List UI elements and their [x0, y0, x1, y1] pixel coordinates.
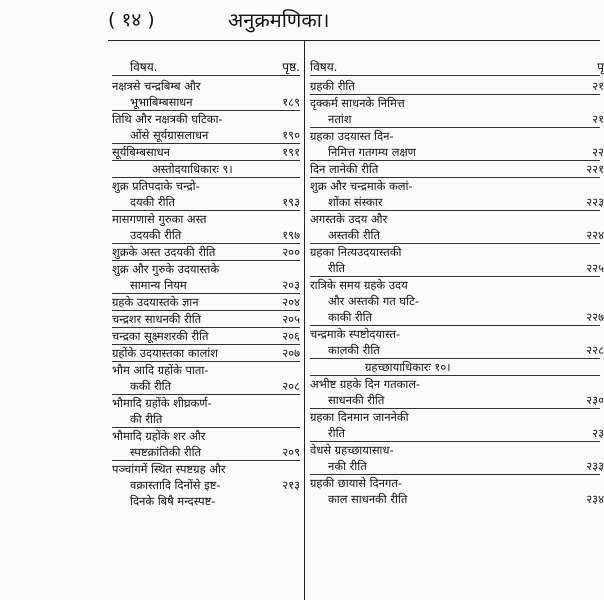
entry-page-number: १९३	[282, 195, 300, 209]
entry-page-number: १९०	[282, 128, 300, 142]
entry-text: ग्रहका नित्यउदयास्तकी	[310, 245, 402, 259]
index-entry	[310, 277, 604, 325]
entry-page-number: २१	[592, 112, 604, 126]
entry-text: ग्रहोंके उदयास्तका कालांश	[112, 346, 218, 360]
index-entry	[112, 111, 300, 143]
entry-text: शुक्र और चन्द्रमाके कलां-	[310, 179, 413, 193]
index-entry	[112, 395, 300, 427]
entry-text: काल साधनकी रीति	[328, 492, 408, 506]
entry-page-number: २०५	[282, 312, 300, 326]
entry-page-number: २१३	[282, 478, 300, 492]
entry-text: ग्रहका उदयास्त दिन-	[310, 129, 394, 143]
entry-text: सामान्य नियम	[130, 278, 187, 292]
index-entry	[112, 311, 300, 327]
entry-text: नकी रीति	[328, 459, 367, 473]
entry-text: अस्तोदयाधिकारः ९।	[152, 162, 233, 176]
entry-text: शुक्रके अस्त उदयकी रीति	[112, 245, 216, 259]
right-column-header	[310, 58, 604, 75]
entry-text: चन्द्रमाके स्पष्टोदयास्त-	[310, 327, 401, 341]
header-rule	[108, 40, 600, 41]
index-entry	[310, 211, 604, 243]
entry-page-number: २००	[282, 245, 300, 259]
entry-page-number: २२३	[586, 195, 604, 209]
index-entry	[112, 428, 300, 460]
subject-label: विषय.	[310, 60, 338, 74]
section-heading	[112, 161, 300, 177]
entry-page-number: १९७	[282, 228, 300, 242]
entry-text: भौमादि ग्रहोंके शीघ्रकर्ण-	[112, 396, 212, 410]
entry-page-number: २२४	[586, 228, 604, 242]
entry-page-number: २०४	[282, 295, 300, 309]
column-divider	[304, 40, 305, 600]
index-entry	[310, 376, 604, 408]
index-entry	[310, 326, 604, 358]
entry-page-number: २१	[592, 79, 604, 93]
index-entry	[112, 461, 300, 509]
index-entry	[310, 128, 604, 160]
entry-page-number: २२५	[586, 261, 604, 275]
right-entries-list	[310, 78, 604, 507]
index-entry	[310, 475, 604, 507]
entry-text: ग्रहकी रीति	[310, 79, 355, 93]
entry-text: दिन लानेकी रीति	[310, 162, 379, 176]
entry-page-number: २०७	[282, 346, 300, 360]
index-entry	[310, 161, 604, 177]
entry-text: शोंका संस्कार	[328, 195, 383, 209]
right-column	[310, 58, 604, 507]
entry-page-number: २३४	[586, 492, 604, 506]
page-number: ( १४ )	[108, 9, 155, 31]
entry-page-number: २३	[592, 426, 604, 440]
entry-page-number: २२७	[586, 310, 604, 324]
entry-text: और अस्तकी गत घटि-	[328, 294, 419, 308]
entry-text: काकी रीति	[328, 310, 373, 324]
index-entry	[310, 178, 604, 210]
section-heading	[310, 359, 600, 375]
entry-text: दिनके बिषै मन्दस्पष्ट-	[130, 494, 216, 508]
entry-page-number: २०३	[282, 278, 300, 292]
entry-text: अस्तकी रीति	[328, 228, 380, 242]
page-title: अनुक्रमणिका।	[228, 8, 330, 32]
entry-text: शुक्र और गुरुके उदयास्तके	[112, 262, 220, 276]
index-entry	[310, 95, 604, 127]
index-entry	[112, 294, 300, 310]
left-entries-list	[112, 78, 300, 509]
entry-page-number: २०८	[282, 379, 300, 393]
entry-text: भूभाबिम्बसाधन	[130, 95, 193, 109]
entry-text: वेधसे ग्रहच्छायासाध-	[310, 443, 394, 457]
left-column-header	[112, 58, 300, 75]
entry-text: ग्रहकी छायासे दिनगत-	[310, 476, 402, 490]
entry-page-number: १८९	[282, 95, 300, 109]
entry-text: चन्द्रशर साधनकी रीति	[112, 312, 202, 326]
entry-text: अभीष्ट ग्रहके दिन गतकाल-	[310, 377, 421, 391]
index-entry	[112, 211, 300, 243]
entry-text: चन्द्रका सूक्ष्मशरकी रीति	[112, 329, 209, 343]
entry-text: सूर्यबिम्बसाधन	[112, 145, 170, 159]
index-entry	[112, 328, 300, 344]
index-entry	[112, 261, 300, 293]
entry-text: अगस्तके उदय और	[310, 212, 388, 226]
subject-label: विषय.	[130, 60, 158, 74]
page-label: पृष्ठ.	[282, 60, 300, 74]
entry-text: साधनकी रीति	[328, 393, 385, 407]
entry-text: भौम आदि ग्रहोंके पाता-	[112, 363, 209, 377]
entry-text: रात्रिके समय ग्रहके उदय	[310, 278, 408, 292]
entry-text: पञ्चांगमें स्थित स्पष्टग्रह और	[112, 462, 226, 476]
index-entry	[112, 178, 300, 210]
index-entry	[310, 244, 604, 276]
entry-text: रीति	[328, 426, 346, 440]
index-entry	[310, 409, 604, 441]
page-label: पृ	[597, 60, 604, 74]
entry-text: दयकी रीति	[130, 195, 176, 209]
entry-text: भौमादि ग्रहोंके शर और	[112, 429, 206, 443]
entry-page-number: २२	[592, 145, 604, 159]
entry-text: की रीति	[130, 412, 163, 426]
index-entry	[112, 244, 300, 260]
entry-text: दृक्कर्म साधनके निमित्त	[310, 96, 405, 110]
index-entry	[112, 362, 300, 394]
index-entry	[112, 78, 300, 110]
entry-text: नतांश	[328, 112, 352, 126]
entry-text: ग्रहच्छायाधिकारः १०।	[365, 360, 451, 374]
entry-text: उदयकी रीति	[130, 228, 182, 242]
index-entry	[310, 442, 604, 474]
column-header-rule	[112, 75, 300, 76]
entry-text: तिथि और नक्षत्रकी घटिका-	[112, 112, 223, 126]
entry-text: ककी रीति	[130, 379, 172, 393]
left-column	[112, 58, 300, 509]
entry-text: मासगणासे गुरुका अस्त	[112, 212, 207, 226]
entry-text: रीति	[328, 261, 346, 275]
entry-page-number: २२८	[586, 343, 604, 357]
entry-page-number: १९१	[282, 145, 300, 159]
entry-text: ग्रहका दिनमान जाननेकी	[310, 410, 409, 424]
index-entry	[112, 144, 300, 160]
entry-page-number: २०६	[282, 329, 300, 343]
index-entry	[310, 78, 604, 94]
entry-text: शुक्र प्रतिपदाके चन्द्रो-	[112, 179, 200, 193]
entry-page-number: २२१	[586, 162, 604, 176]
entry-text: स्पष्टक्रांतिकी रीति	[130, 445, 202, 459]
entry-text: ग्रहके उदयास्तके ज्ञान	[112, 295, 199, 309]
entry-text: निमित्त गतगम्य लक्षण	[328, 145, 416, 159]
entry-page-number: २३०	[586, 393, 604, 407]
entry-page-number: २०९	[282, 445, 300, 459]
index-entry	[112, 345, 300, 361]
entry-page-number: २३३	[586, 459, 604, 473]
column-header-rule	[310, 75, 600, 76]
entry-text: नक्षत्रसे चन्द्रबिम्ब और	[112, 79, 201, 93]
entry-text: ओंसे सूर्यग्रासलाधन	[130, 128, 209, 142]
entry-text: वक्रास्तादि दिनोंसे इष्ट-	[130, 478, 221, 492]
entry-text: कालकी रीति	[328, 343, 380, 357]
